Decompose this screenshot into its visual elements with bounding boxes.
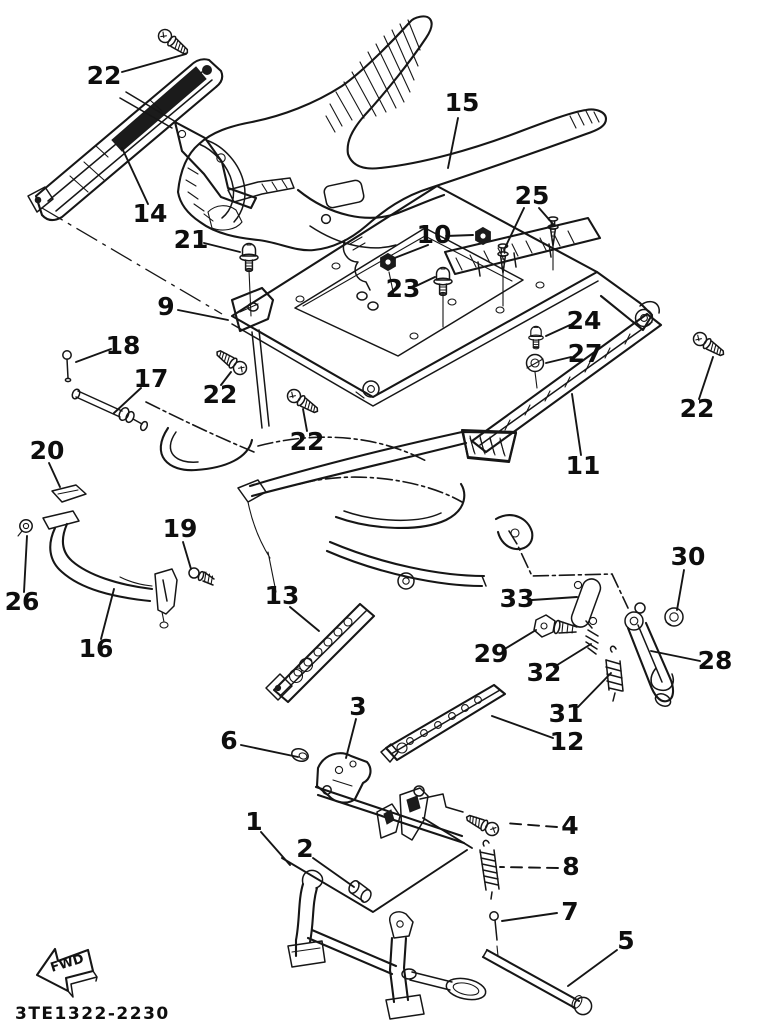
leader-part-22 (122, 54, 186, 72)
part-label-22: 22 (86, 61, 122, 90)
leader-part-5 (568, 950, 617, 986)
panel-pad-marking (323, 179, 365, 208)
part-label-22: 22 (289, 427, 325, 456)
leader-part-22 (699, 357, 713, 399)
leader-part-16 (101, 589, 114, 639)
part-label-13: 13 (264, 581, 300, 610)
stand-rod-part5 (483, 950, 592, 1015)
nut-10-b (381, 254, 396, 271)
part-label-25: 25 (514, 181, 550, 210)
screw-22-right (691, 330, 727, 360)
drawing-number: 3TE1322-2230 (15, 1004, 170, 1024)
plate-part20 (52, 485, 86, 502)
part-label-12: 12 (549, 727, 585, 756)
leader-part-21 (204, 243, 240, 252)
leader-part-6 (241, 745, 298, 757)
leader-part-15 (448, 118, 458, 168)
frame-reference-phantom (146, 330, 628, 608)
sidestand-part28 (625, 603, 673, 709)
part-label-17: 17 (133, 364, 169, 393)
bolt-23 (434, 268, 452, 296)
leader-part-11 (572, 394, 581, 455)
leader-part-12 (492, 716, 553, 738)
bolt-part29 (534, 615, 577, 637)
part-label-1: 1 (245, 807, 263, 836)
part-label-33: 33 (499, 584, 535, 613)
brake-lock-lever-part16 (43, 511, 177, 628)
part-label-20: 20 (29, 436, 65, 465)
part-label-5: 5 (617, 926, 635, 955)
screw-part19 (189, 568, 214, 585)
leader-part-28 (651, 651, 700, 661)
cotter-pin-part18 (63, 351, 71, 382)
leader-part-13 (290, 607, 319, 631)
part-label-8: 8 (562, 852, 580, 881)
spring-part8 (480, 840, 499, 899)
cotter-pin-part7 (490, 912, 498, 956)
stand-bracket-part3 (317, 753, 370, 802)
part-label-27: 27 (567, 339, 603, 368)
spring-part32 (586, 621, 598, 654)
stand-stopper-rod-part17 (71, 388, 149, 431)
part-label-24: 24 (566, 306, 602, 335)
leader-part-33 (532, 597, 577, 600)
part-label-21: 21 (173, 225, 209, 254)
part-label-28: 28 (697, 646, 733, 675)
part-label-23: 23 (385, 274, 421, 303)
nut-27 (527, 355, 544, 372)
part-label-32: 32 (526, 658, 562, 687)
fwd-arrow-label: FWD (48, 951, 86, 976)
screw-25-a (498, 244, 508, 273)
part-label-4: 4 (561, 811, 579, 840)
fwd-arrow (37, 949, 97, 997)
leader-part-4 (504, 823, 557, 827)
part-label-7: 7 (561, 897, 579, 926)
part-label-30: 30 (670, 542, 706, 571)
part-label-31: 31 (548, 699, 584, 728)
leader-part-8 (500, 867, 558, 868)
part-label-26: 26 (4, 587, 40, 616)
bolt-24 (529, 326, 543, 348)
leader-part-20 (49, 463, 60, 487)
leader-part-25 (504, 208, 524, 250)
part-label-19: 19 (162, 514, 198, 543)
part-label-10: 10 (416, 220, 452, 249)
leader-part-3 (346, 719, 356, 758)
bolt-part26 (18, 520, 32, 536)
leader-part-26 (24, 536, 27, 592)
pivot-shaft-and-brackets (316, 786, 464, 843)
footrest-bar-part13 (266, 604, 374, 702)
bolt-part4 (464, 811, 501, 837)
nut-part30 (665, 608, 683, 626)
part-label-14: 14 (132, 199, 168, 228)
part-label-9: 9 (157, 292, 175, 321)
leader-part-7 (502, 913, 557, 921)
stand-bushing-part2 (347, 879, 373, 904)
center-stand-part1 (288, 870, 488, 1019)
part-label-3: 3 (349, 692, 367, 721)
bolt-21 (240, 244, 258, 272)
part-label-11: 11 (565, 451, 601, 480)
body-support-members (42, 92, 444, 314)
panel-hatch (326, 20, 420, 132)
leader-part-30 (677, 570, 684, 610)
leader-part-9 (178, 310, 228, 320)
part-label-15: 15 (444, 88, 480, 117)
spring-part31 (606, 646, 623, 701)
floorboard-rail-right-part11 (463, 302, 661, 462)
part-label-18: 18 (105, 331, 141, 360)
leader-part-19 (183, 542, 191, 569)
nut-10-a (476, 228, 491, 245)
part-label-29: 29 (473, 639, 509, 668)
footrest-bar-part12 (381, 685, 505, 762)
part-label-22: 22 (202, 380, 238, 409)
part-label-6: 6 (220, 726, 238, 755)
leader-part-25 (539, 208, 553, 224)
part-label-16: 16 (78, 634, 114, 663)
part-label-22: 22 (679, 394, 715, 423)
part-label-2: 2 (296, 834, 314, 863)
